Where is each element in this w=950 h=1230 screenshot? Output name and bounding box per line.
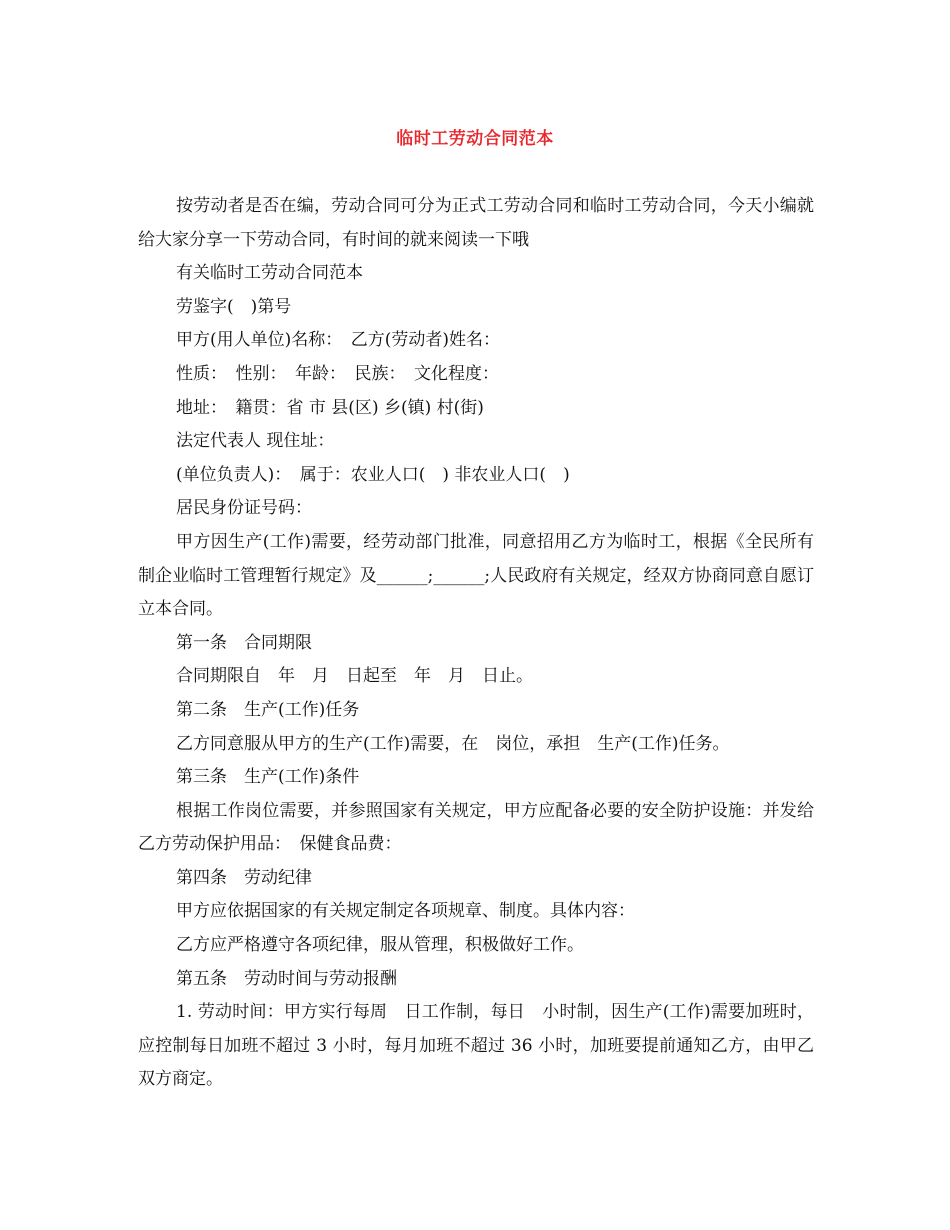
document-title: 临时工劳动合同范本 — [396, 129, 554, 149]
paragraph-household-type: (单位负责人)： 属于：农业人口( ) 非农业人口( ) — [176, 464, 570, 485]
paragraph-id-number: 居民身份证号码： — [176, 498, 312, 519]
paragraph-heading: 有关临时工劳动合同范本 — [176, 263, 363, 284]
article-2-text: 乙方同意服从甲方的生产(工作)需要，在 岗位，承担 生产(工作)任务。 — [176, 733, 730, 754]
article-4-text-1: 甲方应依据国家的有关规定制定各项规章、制度。具体内容： — [176, 901, 635, 922]
article-5-text-1: 1. 劳动时间：甲方实行每周 日工作制，每日 小时制，因生产(工作)需要加班时，应控制每日加班不超过 3 小时，每月加班不超过 36 小时，加班要提前通知乙方，由甲乙双方商定。 — [138, 1002, 814, 1090]
article-4-text-2: 乙方应严格遵守各项纪律，服从管理，积极做好工作。 — [176, 935, 584, 956]
article-3-text: 根据工作岗位需要，并参照国家有关规定，甲方应配备必要的安全防护设施：并发给乙方劳动保护用品： 保健食品费： — [138, 800, 814, 855]
paragraph-parties-names: 甲方(用人单位)名称： 乙方(劳动者)姓名： — [176, 330, 501, 351]
paragraph-personal-info: 性质： 性别： 年龄： 民族： 文化程度： — [176, 363, 499, 384]
article-1-text: 合同期限自 年 月 日起至 年 月 日止。 — [176, 666, 533, 687]
paragraph-intro: 按劳动者是否在编，劳动合同可分为正式工劳动合同和临时工劳动合同，今天小编就给大家分享一下劳动合同，有时间的就来阅读一下哦 — [138, 196, 814, 250]
paragraph-preamble: 甲方因生产(工作)需要，经劳动部门批准，同意招用乙方为临时工，根据《全民所有制企业临时工管理暂行规定》及______;______;人民政府有关规定，经双方协商同意自愿订立本合同。 — [138, 531, 814, 620]
article-5-heading: 第五条 劳动时间与劳动报酬 — [176, 968, 397, 989]
paragraph-address: 地址： 籍贯：省 市 县(区) 乡(镇) 村(街) — [176, 397, 484, 418]
article-1-heading: 第一条 合同期限 — [176, 632, 312, 653]
article-4-heading: 第四条 劳动纪律 — [176, 867, 312, 888]
article-2-heading: 第二条 生产(工作)任务 — [176, 699, 360, 720]
article-3-heading: 第三条 生产(工作)条件 — [176, 767, 360, 788]
document-body — [138, 190, 814, 1097]
paragraph-legal-rep: 法定代表人 现住址： — [176, 431, 335, 452]
paragraph-serial-number: 劳鉴字( )第号 — [176, 296, 292, 317]
